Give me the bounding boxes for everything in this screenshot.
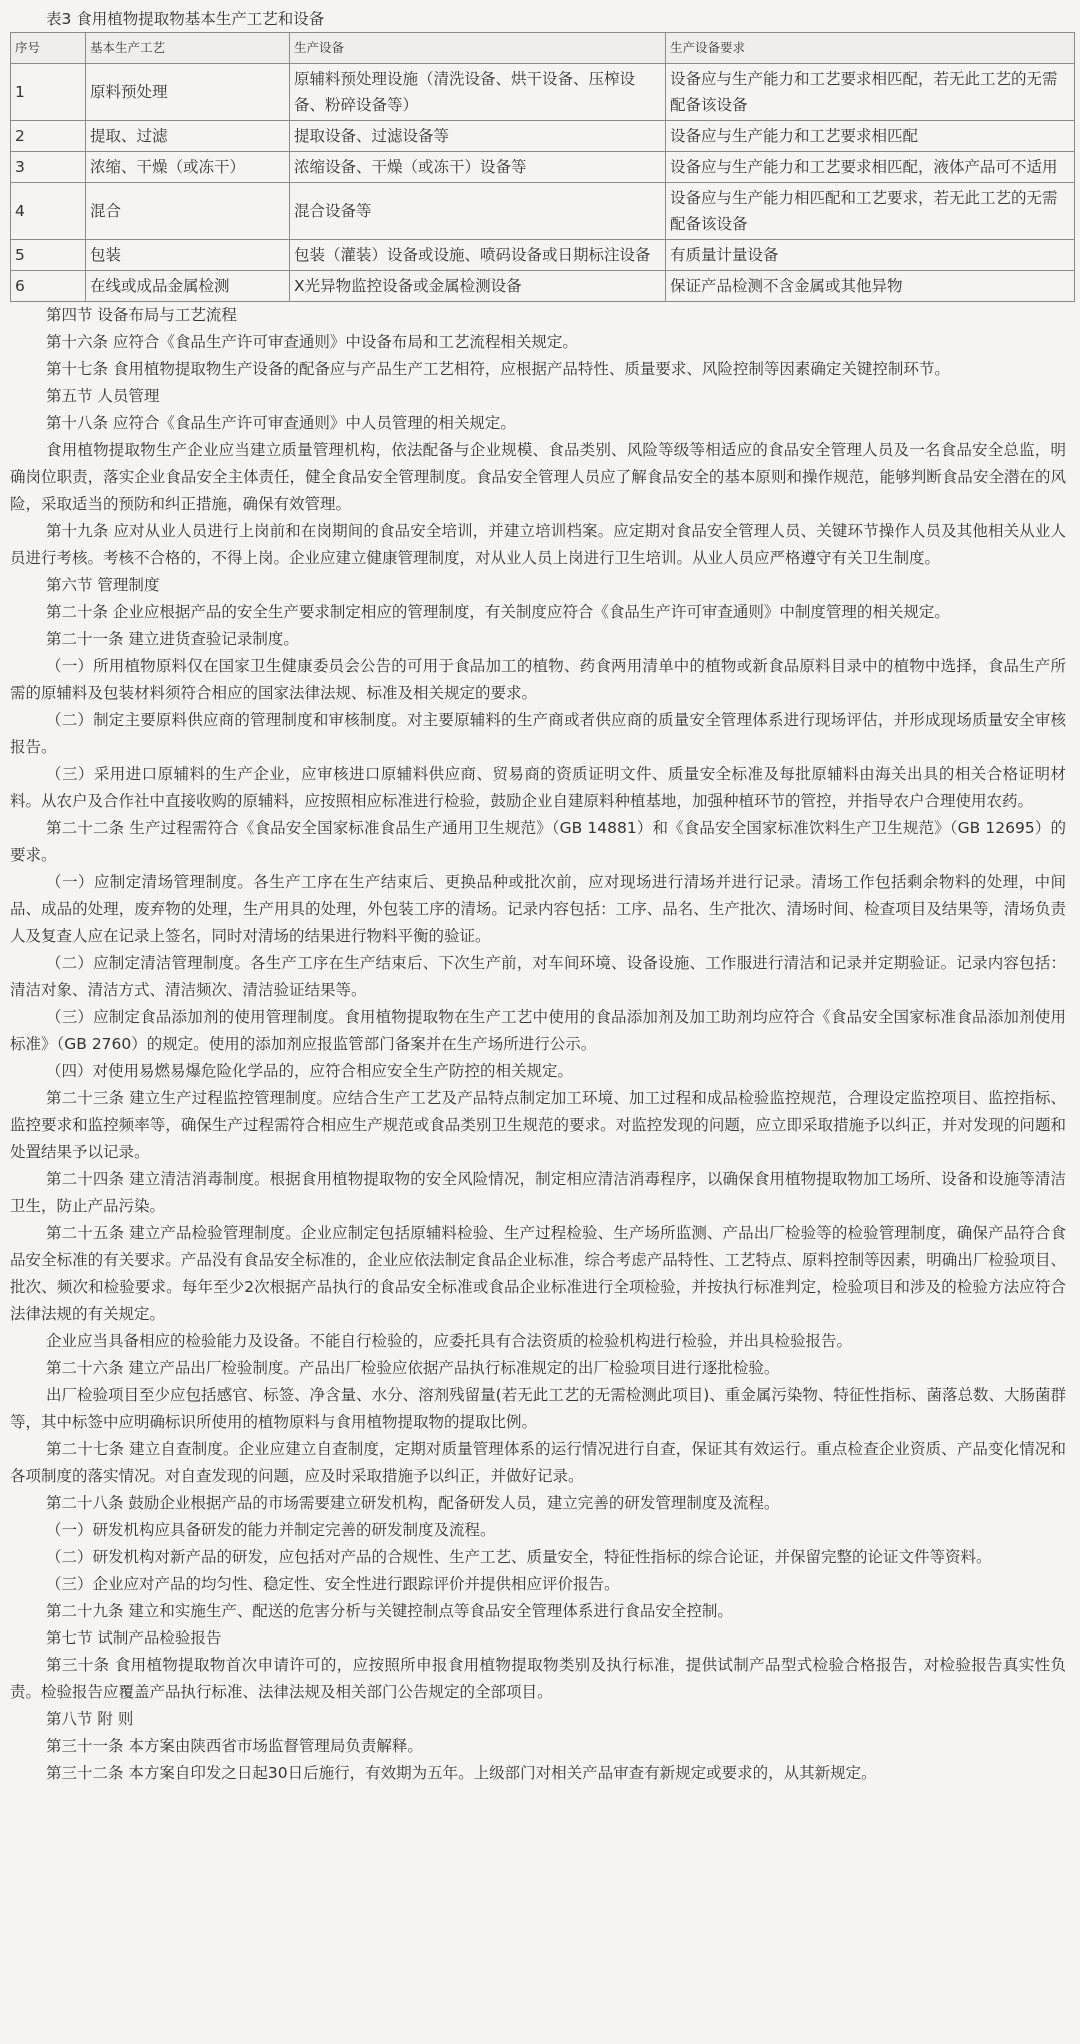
article-paragraph: 第三十一条 本方案由陕西省市场监督管理局负责解释。 xyxy=(46,1737,423,1755)
cell-process: 原料预处理 xyxy=(86,64,290,121)
cell-equipment: 混合设备等 xyxy=(290,183,666,240)
cell-equipment: 原辅料预处理设施（清洗设备、烘干设备、压榨设备、粉碎设备等） xyxy=(290,64,666,121)
article-paragraph: 第三十条 食用植物提取物首次申请许可的，应按照所申报食用植物提取物类别及执行标准，提供试制产品型式检验合格报告，对检验报告真实性负责。检验报告应覆盖产品执行标准、法律法规及相关部门公告规定的全部项目。 xyxy=(10,1656,1066,1701)
article-paragraph: 第二十七条 建立自查制度。企业应建立自查制度，定期对质量管理体系的运行情况进行自查，保证其有效运行。重点检查企业资质、产品变化情况和各项制度的落实情况。对自查发现的问题，应及时采取措施予以纠正，并做好记录。 xyxy=(10,1440,1066,1485)
section-heading: 第四节 设备布局与工艺流程 xyxy=(46,306,237,324)
article-paragraph: 第十九条 应对从业人员进行上岗前和在岗期间的食品安全培训，并建立培训档案。应定期对食品安全管理人员、关键环节操作人员及其他相关从业人员进行考核。考核不合格的，不得上岗。企业应建立健康管理制度，对从业人员上岗进行卫生培训。从业人员应严格遵守有关卫生制度。 xyxy=(10,522,1066,567)
cell-requirement: 设备应与生产能力和工艺要求相匹配，若无此工艺的无需配备该设备 xyxy=(666,64,1075,121)
table-header-row xyxy=(11,33,1075,64)
article-paragraph: 第二十一条 建立进货查验记录制度。 xyxy=(46,630,299,648)
article-paragraph: （三）采用进口原辅料的生产企业，应审核进口原辅料供应商、贸易商的资质证明文件、质量安全标准及每批原辅料由海关出具的相关合格证明材料。从农户及合作社中直接收购的原辅料，应按照相应标准进行检验，鼓励企业自建原料种植基地，加强种植环节的管控，并指导农户合理使用农药。 xyxy=(10,765,1066,810)
regulation-body-text xyxy=(10,302,1070,1787)
cell-equipment: 提取设备、过滤设备等 xyxy=(290,121,666,152)
table-caption: 表3 食用植物提取物基本生产工艺和设备 xyxy=(46,10,325,28)
article-paragraph: 第二十四条 建立清洁消毒制度。根据食用植物提取物的安全风险情况，制定相应清洁消毒程序，以确保食用植物提取物加工场所、设备和设施等清洁卫生，防止产品污染。 xyxy=(10,1170,1066,1215)
article-paragraph: 第三十二条 本方案自印发之日起30日后施行，有效期为五年。上级部门对相关产品审查有新规定或要求的，从其新规定。 xyxy=(46,1764,877,1782)
article-paragraph: （三）企业应对产品的均匀性、稳定性、安全性进行跟踪评价并提供相应评价报告。 xyxy=(46,1575,620,1593)
article-paragraph: （四）对使用易燃易爆危险化学品的，应符合相应安全生产防控的相关规定。 xyxy=(46,1062,574,1080)
section-heading: 第五节 人员管理 xyxy=(46,387,160,405)
section-heading: 第六节 管理制度 xyxy=(46,576,160,594)
process-equipment-table xyxy=(10,32,1075,302)
cell-seq: 1 xyxy=(11,64,86,121)
article-paragraph: （一）研发机构应具备研发的能力并制定完善的研发制度及流程。 xyxy=(46,1521,496,1539)
cell-requirement: 设备应与生产能力相匹配和工艺要求，若无此工艺的无需配备该设备 xyxy=(666,183,1075,240)
cell-process: 在线或成品金属检测 xyxy=(86,271,290,302)
article-paragraph: 第二十三条 建立生产过程监控管理制度。应结合生产工艺及产品特点制定加工环境、加工过程和成品检验监控规范，合理设定监控项目、监控指标、监控要求和监控频率等，确保生产过程需符合相应生产规范或食品类别卫生规范的要求。对监控发现的问题，应立即采取措施予以纠正，并对发现的问题和处置结果予以记录。 xyxy=(10,1089,1066,1161)
cell-process: 浓缩、干燥（或冻干） xyxy=(86,152,290,183)
section-heading: 第八节 附 则 xyxy=(46,1710,134,1728)
cell-requirement: 设备应与生产能力和工艺要求相匹配，液体产品可不适用 xyxy=(666,152,1075,183)
article-paragraph: 食用植物提取物生产企业应当建立质量管理机构，依法配备与企业规模、食品类别、风险等级等相适应的食品安全管理人员及一名食品安全总监，明确岗位职责，落实企业食品安全主体责任，健全食品安全管理制度。食品安全管理人员应了解食品安全的基本原则和操作规范，能够判断食品安全潜在的风险，采取适当的预防和纠正措施，确保有效管理。 xyxy=(10,441,1066,513)
article-paragraph: 出厂检验项目至少应包括感官、标签、净含量、水分、溶剂残留量(若无此工艺的无需检测此项目)、重金属污染物、特征性指标、菌落总数、大肠菌群等，其中标签中应明确标识所使用的植物原料与食用植物提取物的提取比例。 xyxy=(10,1386,1066,1431)
table-row xyxy=(11,183,1075,240)
header-requirement: 生产设备要求 xyxy=(666,33,1075,64)
article-paragraph: （二）制定主要原料供应商的管理制度和审核制度。对主要原辅料的生产商或者供应商的质量安全管理体系进行现场评估，并形成现场质量安全审核报告。 xyxy=(10,711,1066,756)
article-paragraph: 第二十六条 建立产品出厂检验制度。产品出厂检验应依据产品执行标准规定的出厂检验项目进行逐批检验。 xyxy=(46,1359,780,1377)
cell-process: 提取、过滤 xyxy=(86,121,290,152)
cell-equipment: 浓缩设备、干燥（或冻干）设备等 xyxy=(290,152,666,183)
article-paragraph: 第二十二条 生产过程需符合《食品安全国家标准食品生产通用卫生规范》（GB 14881）和《食品安全国家标准饮料生产卫生规范》（GB 12695）的要求。 xyxy=(10,819,1066,864)
article-paragraph: 第二十五条 建立产品检验管理制度。企业应制定包括原辅料检验、生产过程检验、生产场所监测、产品出厂检验等的检验管理制度，确保产品符合食品安全标准的有关要求。产品没有食品安全标准的，企业应依法制定食品企业标准，综合考虑产品特性、工艺特点、原料控制等因素，明确出厂检验项目、批次、频次和检验要求。每年至少2次根据产品执行的食品安全标准或食品企业标准进行全项检验，并按执行标准判定，检验项目和涉及的检验方法应符合法律法规的有关规定。 xyxy=(10,1224,1066,1323)
cell-seq: 2 xyxy=(11,121,86,152)
article-paragraph: 第二十八条 鼓励企业根据产品的市场需要建立研发机构，配备研发人员，建立完善的研发管理制度及流程。 xyxy=(46,1494,780,1512)
header-process: 基本生产工艺 xyxy=(86,33,290,64)
article-paragraph: 第二十九条 建立和实施生产、配送的危害分析与关键控制点等食品安全管理体系进行食品安全控制。 xyxy=(46,1602,733,1620)
article-paragraph: 企业应当具备相应的检验能力及设备。不能自行检验的，应委托具有合法资质的检验机构进行检验，并出具检验报告。 xyxy=(46,1332,853,1350)
cell-seq: 5 xyxy=(11,240,86,271)
article-paragraph: 第十八条 应符合《食品生产许可审查通则》中人员管理的相关规定。 xyxy=(46,414,516,432)
article-paragraph: 第十七条 食用植物提取物生产设备的配备应与产品生产工艺相符，应根据产品特性、质量要求、风险控制等因素确定关键控制环节。 xyxy=(46,360,950,378)
article-paragraph: （一）所用植物原料仅在国家卫生健康委员会公告的可用于食品加工的植物、药食两用清单中的植物或新食品原料目录中的植物中选择，食品生产所需的原辅料及包装材料须符合相应的国家法律法规、标准及相关规定的要求。 xyxy=(10,657,1066,702)
header-seq: 序号 xyxy=(11,33,86,64)
cell-requirement: 有质量计量设备 xyxy=(666,240,1075,271)
cell-requirement: 设备应与生产能力和工艺要求相匹配 xyxy=(666,121,1075,152)
article-paragraph: （三）应制定食品添加剂的使用管理制度。食用植物提取物在生产工艺中使用的食品添加剂及加工助剂均应符合《食品安全国家标准食品添加剂使用标准》（GB 2760）的规定。使用的添加剂应报监管部门备案并在生产场所进行公示。 xyxy=(10,1008,1066,1053)
article-paragraph: 第十六条 应符合《食品生产许可审查通则》中设备布局和工艺流程相关规定。 xyxy=(46,333,578,351)
table-row xyxy=(11,240,1075,271)
cell-seq: 4 xyxy=(11,183,86,240)
cell-process: 包装 xyxy=(86,240,290,271)
table-row xyxy=(11,121,1075,152)
table-row xyxy=(11,271,1075,302)
section-heading: 第七节 试制产品检验报告 xyxy=(46,1629,222,1647)
cell-seq: 6 xyxy=(11,271,86,302)
article-paragraph: （二）研发机构对新产品的研发，应包括对产品的合规性、生产工艺、质量安全，特征性指标的综合论证，并保留完整的论证文件等资料。 xyxy=(46,1548,992,1566)
cell-equipment: X光异物监控设备或金属检测设备 xyxy=(290,271,666,302)
article-paragraph: 第二十条 企业应根据产品的安全生产要求制定相应的管理制度，有关制度应符合《食品生产许可审查通则》中制度管理的相关规定。 xyxy=(46,603,950,621)
cell-requirement: 保证产品检测不含金属或其他异物 xyxy=(666,271,1075,302)
table-row xyxy=(11,64,1075,121)
cell-process: 混合 xyxy=(86,183,290,240)
cell-seq: 3 xyxy=(11,152,86,183)
header-equipment: 生产设备 xyxy=(290,33,666,64)
table-row xyxy=(11,152,1075,183)
article-paragraph: （二）应制定清洁管理制度。各生产工序在生产结束后、下次生产前，对车间环境、设备设施、工作服进行清洁和记录并定期验证。记录内容包括：清洁对象、清洁方式、清洁频次、清洁验证结果等。 xyxy=(10,954,1066,999)
cell-equipment: 包装（灌装）设备或设施、喷码设备或日期标注设备 xyxy=(290,240,666,271)
article-paragraph: （一）应制定清场管理制度。各生产工序在生产结束后、更换品种或批次前，应对现场进行清场并进行记录。清场工作包括剩余物料的处理，中间品、成品的处理，废弃物的处理，生产用具的处理，外包装工序的清场。记录内容包括：工序、品名、生产批次、清场时间、检查项目及结果等，清场负责人及复查人应在记录上签名，同时对清场的结果进行物料平衡的验证。 xyxy=(10,873,1066,945)
